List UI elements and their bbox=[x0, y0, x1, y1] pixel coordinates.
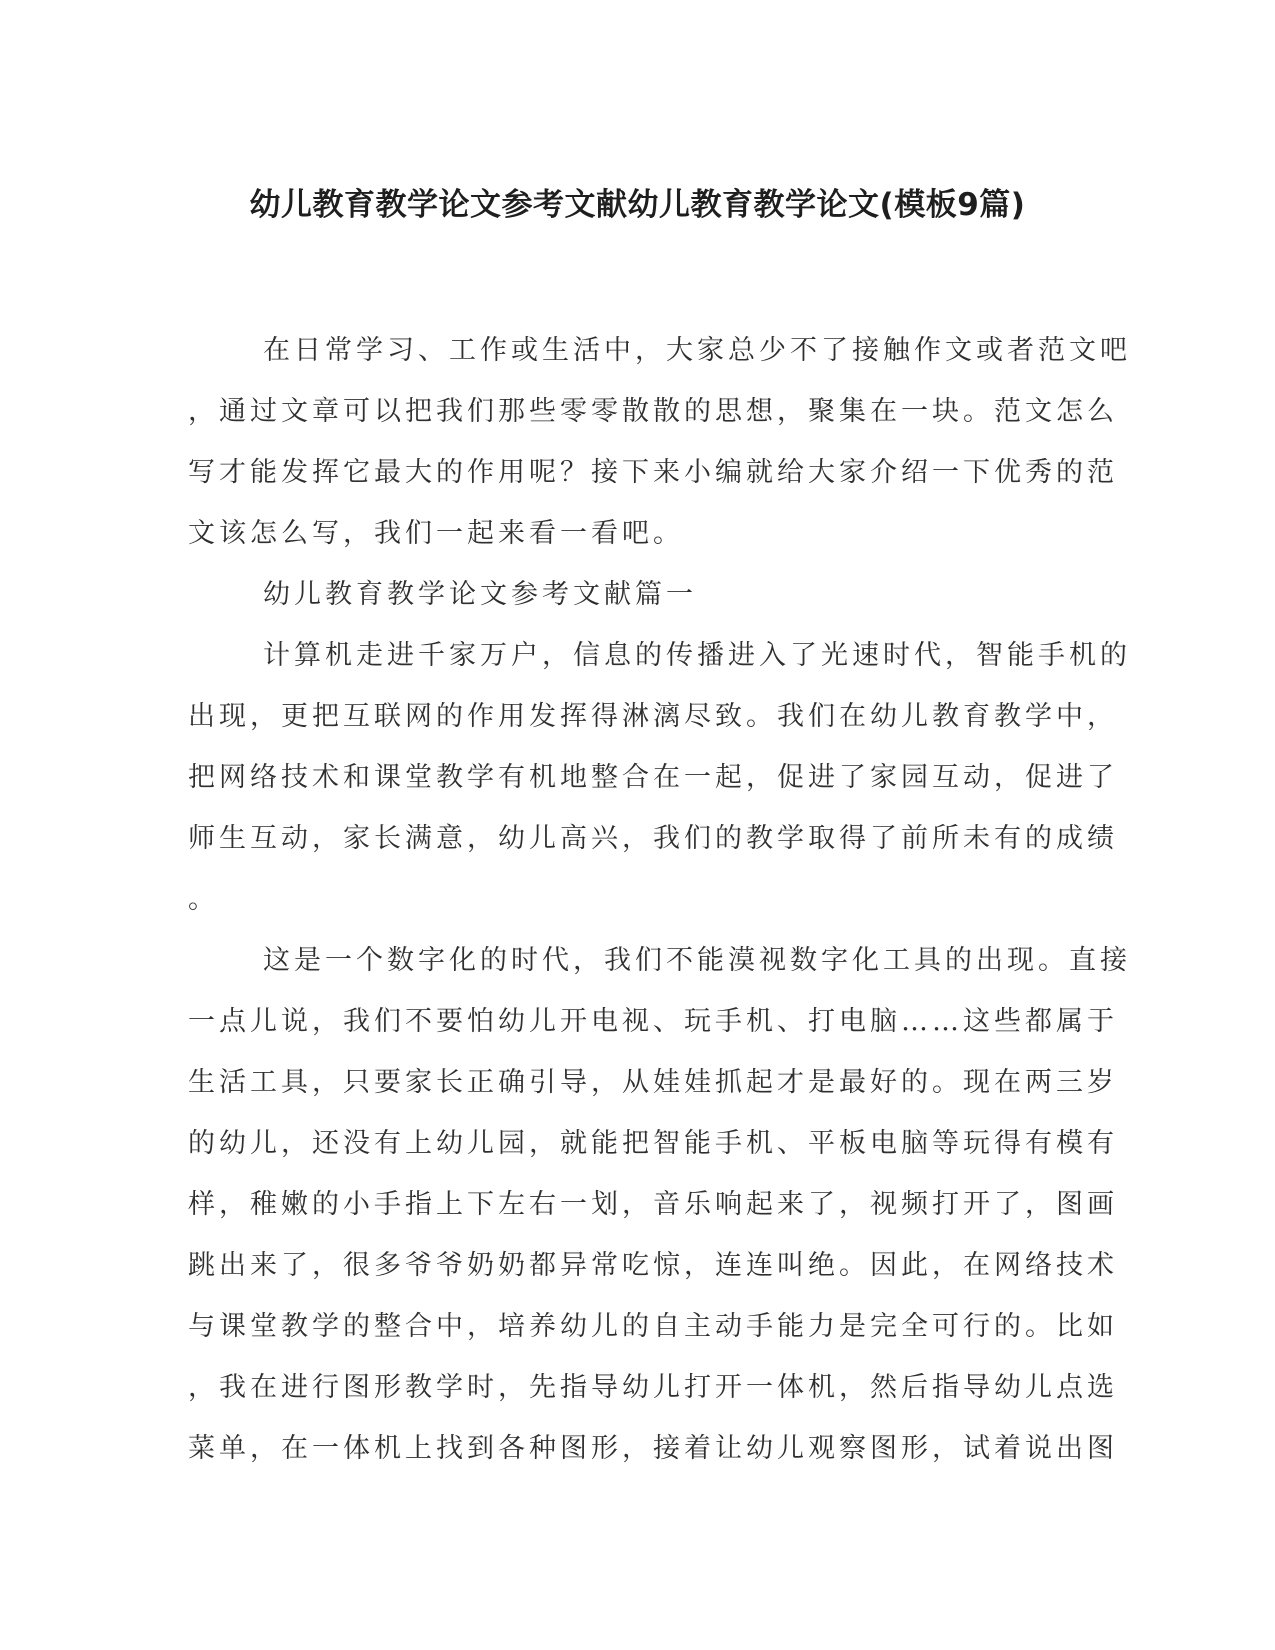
paragraph-line: 把网络技术和课堂教学有机地整合在一起，促进了家园互动，促进了 bbox=[188, 762, 1118, 793]
paragraph-line: 一点儿说，我们不要怕幼儿开电视、玩手机、打电脑……这些都属于 bbox=[188, 1006, 1118, 1037]
paragraph-line: 。 bbox=[188, 884, 219, 915]
section-heading: 幼儿教育教学论文参考文献篇一 bbox=[263, 579, 697, 610]
paragraph-line: 写才能发挥它最大的作用呢？接下来小编就给大家介绍一下优秀的范 bbox=[188, 457, 1118, 488]
paragraph-line: 菜单，在一体机上找到各种图形，接着让幼儿观察图形，试着说出图 bbox=[188, 1433, 1118, 1464]
paragraph-line: 计算机走进千家万户，信息的传播进入了光速时代，智能手机的 bbox=[263, 640, 1131, 671]
paragraph-line: 在日常学习、工作或生活中，大家总少不了接触作文或者范文吧 bbox=[263, 335, 1131, 366]
paragraph-line: 生活工具，只要家长正确引导，从娃娃抓起才是最好的。现在两三岁 bbox=[188, 1067, 1118, 1098]
paragraph-line: 出现，更把互联网的作用发挥得淋漓尽致。我们在幼儿教育教学中， bbox=[188, 701, 1118, 732]
paragraph-line: 与课堂教学的整合中，培养幼儿的自主动手能力是完全可行的。比如 bbox=[188, 1311, 1118, 1342]
paragraph-line: 样，稚嫩的小手指上下左右一划，音乐响起来了，视频打开了，图画 bbox=[188, 1189, 1118, 1220]
paragraph-line: 这是一个数字化的时代，我们不能漠视数字化工具的出现。直接 bbox=[263, 945, 1131, 976]
document-body bbox=[188, 320, 1131, 1479]
paragraph-line: 师生互动，家长满意，幼儿高兴，我们的教学取得了前所未有的成绩 bbox=[188, 823, 1118, 854]
paragraph-line: ，我在进行图形教学时，先指导幼儿打开一体机，然后指导幼儿点选 bbox=[188, 1372, 1118, 1403]
paragraph-line: 的幼儿，还没有上幼儿园，就能把智能手机、平板电脑等玩得有模有 bbox=[188, 1128, 1118, 1159]
paragraph-line: 跳出来了，很多爷爷奶奶都异常吃惊，连连叫绝。因此，在网络技术 bbox=[188, 1250, 1118, 1281]
paragraph-line: 文该怎么写，我们一起来看一看吧。 bbox=[188, 518, 684, 549]
paragraph-line: ，通过文章可以把我们那些零零散散的思想，聚集在一块。范文怎么 bbox=[188, 396, 1118, 427]
document-title: 幼儿教育教学论文参考文献幼儿教育教学论文(模板9篇) bbox=[249, 187, 1026, 223]
